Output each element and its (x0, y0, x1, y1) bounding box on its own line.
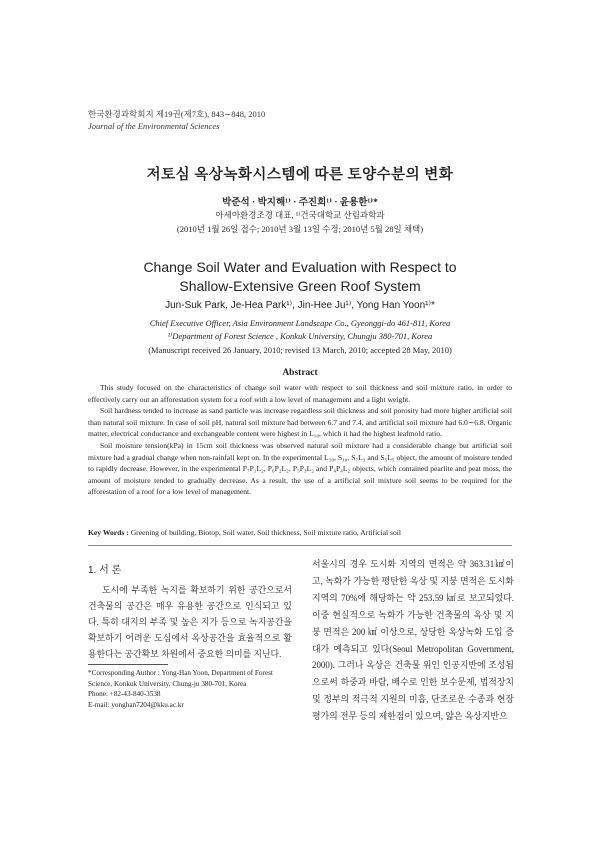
journal-header (88, 108, 265, 132)
abstract-heading: Abstract (282, 368, 318, 378)
english-affiliation-2: ¹⁾Department of Forest Science , Konkuk University, Chungju 380-701, Korea (167, 331, 433, 341)
right-column-text (312, 556, 514, 725)
keywords-label: Key Words : (88, 528, 129, 537)
corresponding-author-footnote (88, 668, 294, 710)
keywords-text: Greening of building, Biotop, Soil water, Soil thickness, Soil mixture ratio, Artificial soil (130, 528, 402, 537)
journal-name-en: Journal of the Environmental Sciences (88, 121, 220, 131)
section-heading-introduction: 1. 서 론 (88, 565, 122, 576)
footnote-line-1: *Corresponding Author : Yong-Han Yoon, Department of Forest Science, Konkuk University, Chung-ju 380-701, Korea (88, 669, 273, 688)
korean-title: 저토심 옥상녹화시스템에 따른 토양수분의 변화 (146, 167, 454, 183)
korean-authors: 박준석 · 박지해¹⁾ · 주진희¹⁾ · 윤용한¹⁾* (222, 198, 378, 208)
footnote-line-2: Phone: +82-43-840-3538 (88, 690, 161, 699)
english-affiliation-1: Chief Executive Officer, Asia Environment Landscape Co., Gyeonggi-do 461-811, Korea (149, 318, 451, 328)
left-column-text (88, 582, 292, 662)
abstract-paragraph-2: Soil hardness tended to increase as sand particle was increase regardless soil thickness and soil porosity had more higher artificial soil than natural soil mixture. In case of soil pH, natural soil mixture had between 6.7 and 7.4, and artificial soil mixture had 6.0∼6.8. Organic matter, electrical conductance and exchangeable content were highest in L₁₀, which it had the highest leafmold ratio. (88, 406, 512, 439)
keywords-divider (88, 545, 512, 546)
abstract-paragraph-3: Soil moisture tension(kPa) in 15cm soil thickness was observed natural soil mixture had a considerable change but artificial soil mixture had a gradual change when non-rainfall kept on. In the experimental L₁₀, S₁₀, S₇L₃ and S₅L₅ object, the amount of moisture tended to rapidly decrease. However, in the experimental P₇P₁L₂, P₆P₂L₂, P₅P₃L₂ and P₄P₄L₂ objects, which contained pearlite and peat moss, the amount of moisture tended to gradually decrease. As a result, the use of a artificial soil mixture soil seems to be required for the afforestation of a roof for a low level of management. (88, 440, 512, 497)
korean-dates: (2010년 1월 26일 접수; 2010년 3월 13일 수정; 2010년 5월 28일 채택) (176, 224, 424, 234)
footnote-line-3: E-mail: yonghan7204@kku.ac.kr (88, 700, 184, 709)
english-title-line-2: Shallow-Extensive Green Roof System (179, 278, 421, 294)
journal-citation-kr: 한국환경과학회지 제19권(제7호), 843∼848, 2010 (88, 109, 266, 119)
abstract-body (88, 382, 512, 498)
english-title (0, 258, 600, 296)
keywords (88, 527, 512, 538)
intro-paragraph-left: 도시에 부족한 녹지를 확보하기 위한 공간으로서 건축물의 공간은 매우 유용한 공간으로 인식되고 있다. 특히 대지의 부족 및 높은 지가 등으로 녹지공간을 확보하기 어려운 도심에서 옥상공간을 효율적으로 활용한다는 공간확보 차원에서 중요한 의미를 지닌다. (88, 585, 292, 659)
intro-paragraph-right: 서울시의 경우 도시화 지역의 면적은 약 363.31㎢이고, 녹화가 가능한 평탄한 옥상 및 지붕 면적은 도시화 지역의 70%에 해당하는 약 253.59 ㎢로 보고되었다. 이중 현실적으로 녹화가 가능한 건축물의 옥상 및 지붕 면적은 200 ㎢ 이상으로, 상당한 옥상녹화 도입 증대가 예측되고 있다(Seoul Metropolitan Government, 2000). 그러나 옥상은 건축물 위인 인공지반에 조성됨으로써 하중과 바람, 배수로 인한 보수문제, 법적장치 및 정부의 적극적 지원의 미흡, 단조로운 수종과 현장 평가의 전무 등의 제한점이 있으며, 얇은 옥상지반으 (312, 559, 514, 722)
english-authors: Jun-Suk Park, Je-Hea Park¹⁾, Jin-Hee Ju¹⁾, Yong Han Yoon¹⁾* (165, 300, 435, 311)
manuscript-dates: (Manuscript received 26 January, 2010; revised 13 March, 2010; accepted 28 May, 2010) (148, 345, 452, 355)
footnote-divider (88, 664, 168, 665)
english-title-line-1: Change Soil Water and Evaluation with Respect to (143, 259, 457, 275)
korean-affiliation: 아세아환경조경 대표, ¹⁾건국대학교 산림과학과 (215, 210, 385, 220)
abstract-paragraph-1: This study focused on the characteristics of change soil water with respect to soil thickness and soil mixture ratio, in order to effectively carry out an afforestation system for a roof with a low level of management and a light weight. (88, 383, 512, 404)
